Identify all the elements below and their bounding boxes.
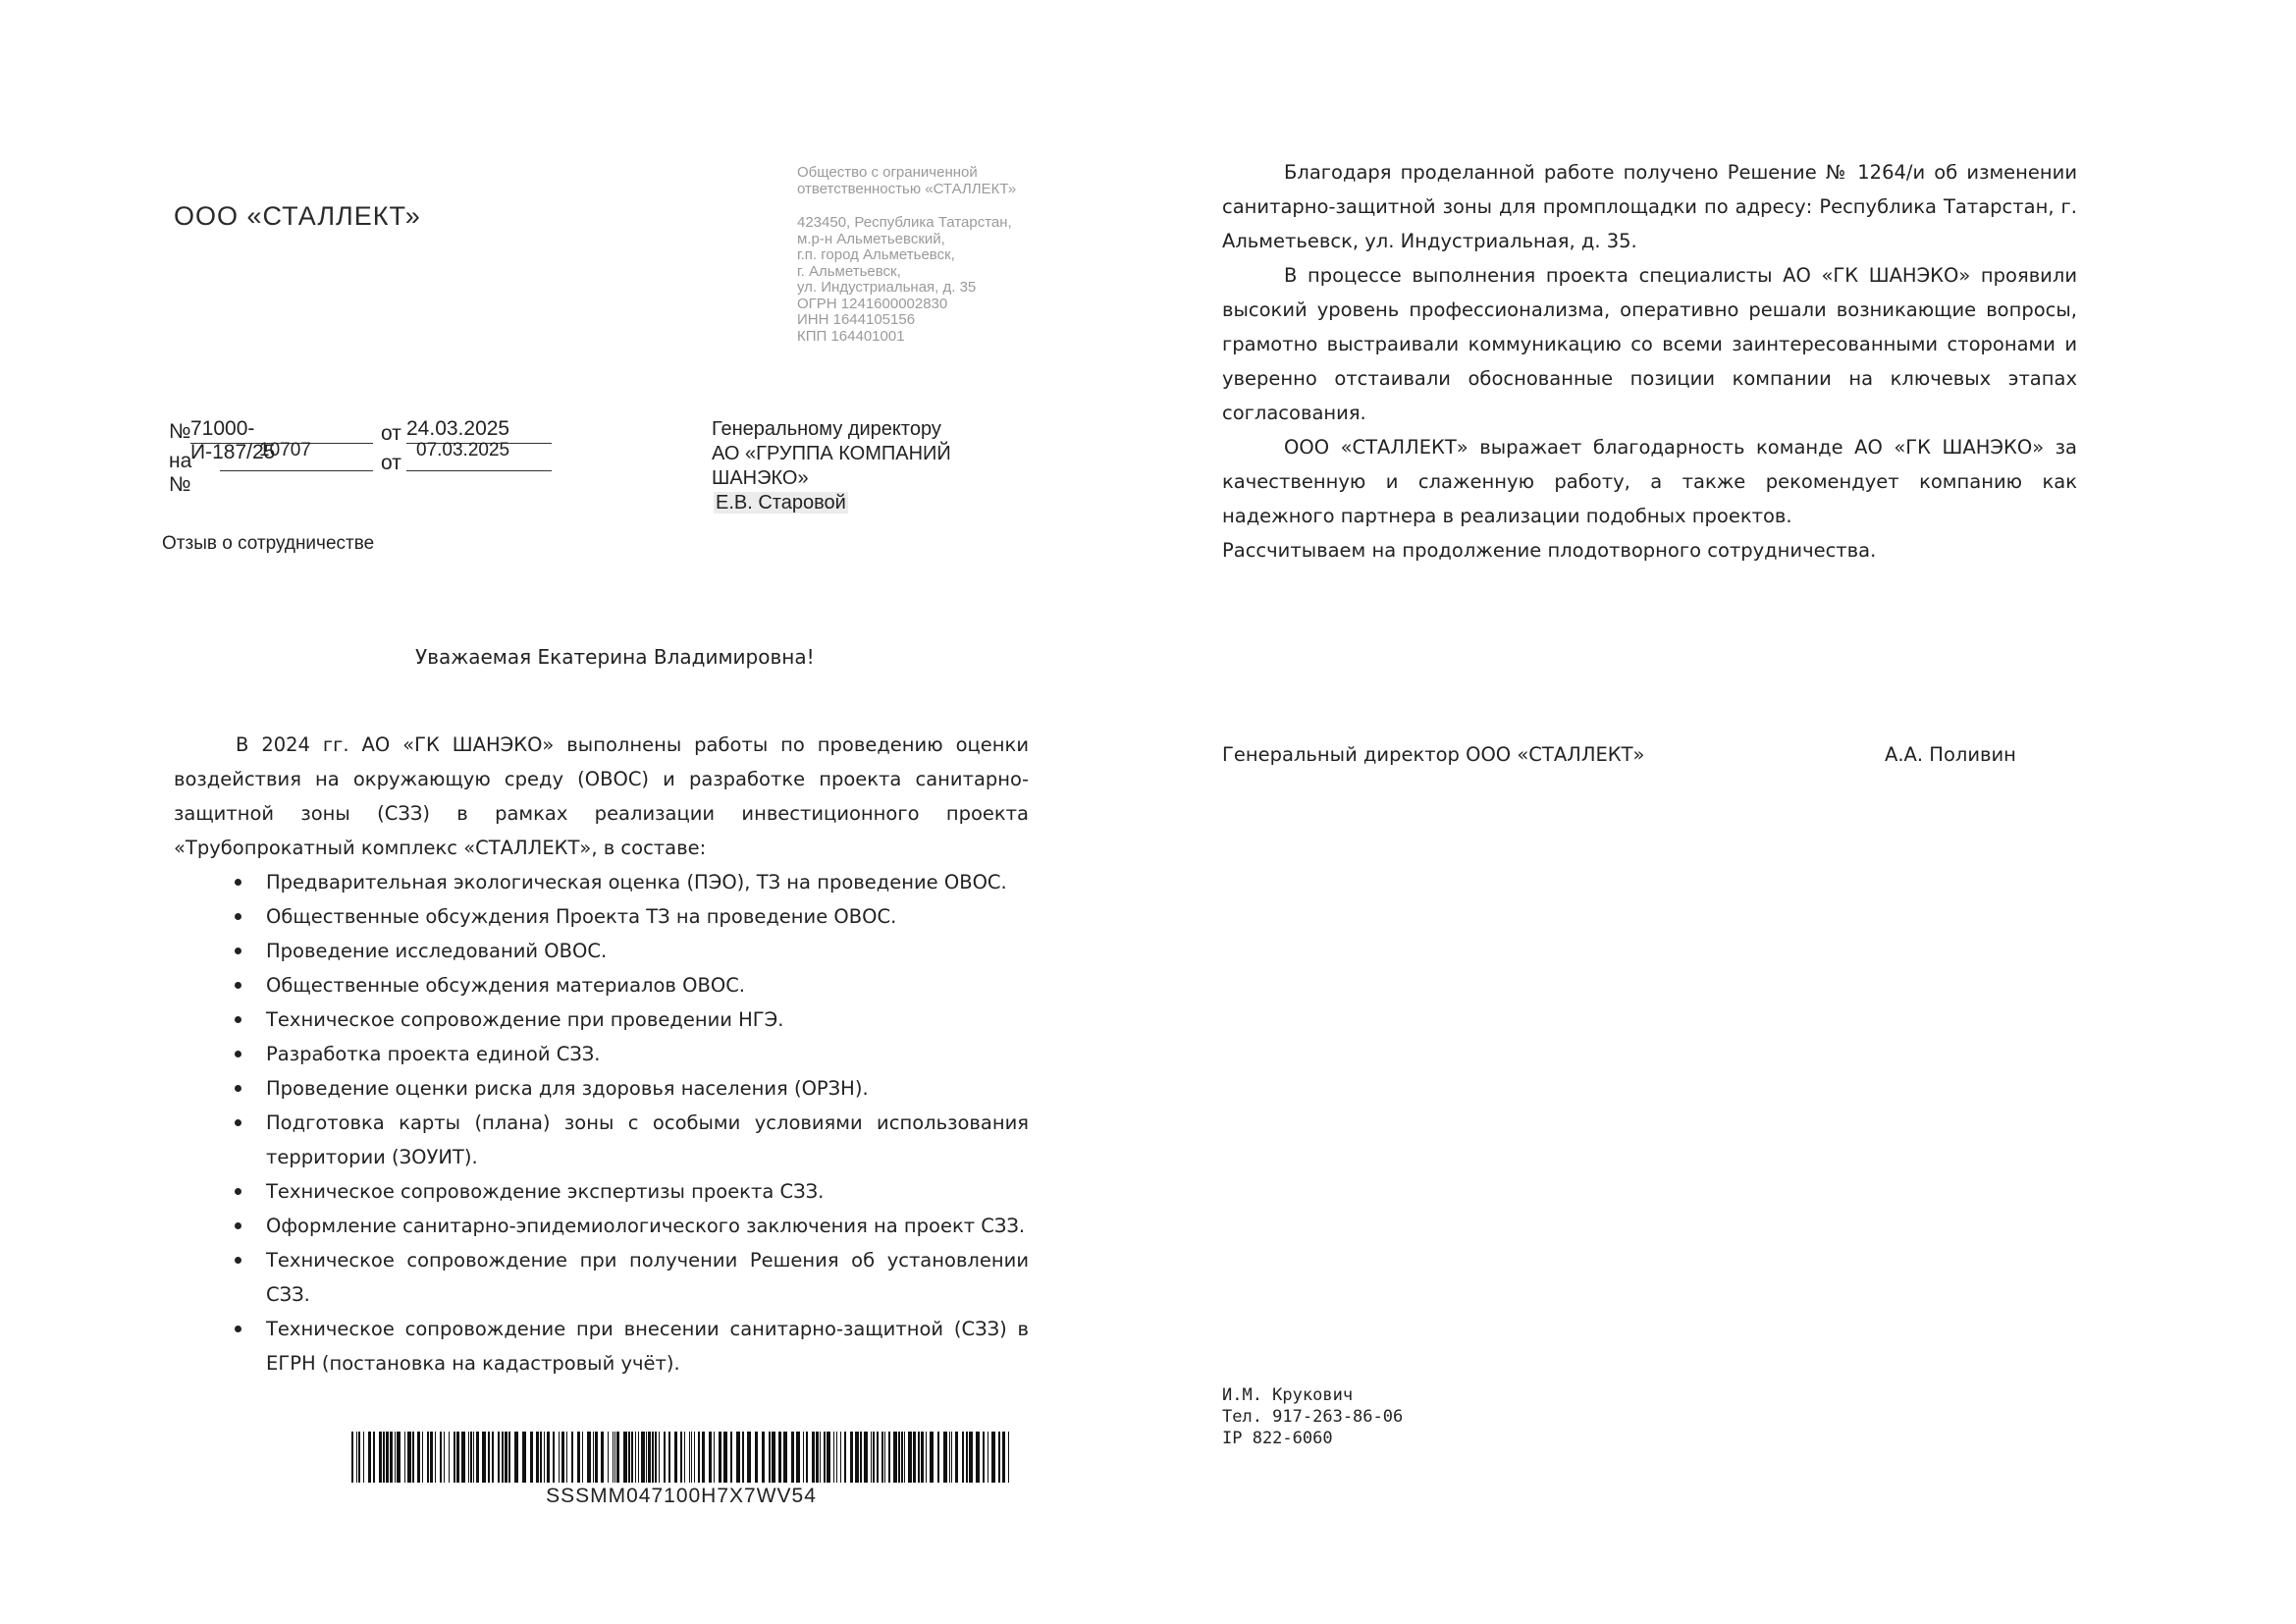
reference-date: 07.03.2025 bbox=[416, 440, 510, 460]
barcode-bar bbox=[833, 1432, 834, 1483]
barcode-bar bbox=[937, 1432, 939, 1483]
list-item: Техническое сопровождение экспертизы проекта СЗЗ. bbox=[174, 1174, 1029, 1209]
barcode-bar bbox=[719, 1432, 721, 1483]
barcode-bar bbox=[680, 1432, 682, 1483]
barcode-bar bbox=[646, 1432, 647, 1483]
barcode-bar bbox=[582, 1432, 583, 1483]
reference-date-underline bbox=[406, 470, 552, 471]
barcode-bar bbox=[608, 1432, 609, 1483]
barcode-bar bbox=[951, 1432, 952, 1483]
barcode-bar bbox=[508, 1432, 510, 1483]
barcode-bar bbox=[530, 1432, 533, 1483]
barcode-bar bbox=[553, 1432, 555, 1483]
barcode-bar bbox=[614, 1432, 615, 1483]
barcode-bar bbox=[1008, 1432, 1009, 1483]
barcode-bar bbox=[723, 1432, 727, 1483]
barcode-bar bbox=[913, 1432, 916, 1483]
letter-body-left bbox=[174, 728, 1029, 1380]
list-item: Подготовка карты (плана) зоны с особыми условиями использования территории (ЗОУИТ). bbox=[174, 1106, 1029, 1174]
barcode-bar bbox=[983, 1432, 985, 1483]
requisites-line: г. Альметьевск, bbox=[797, 262, 901, 280]
barcode-bar bbox=[544, 1432, 545, 1483]
list-item: Техническое сопровождение при внесении санитарно-защитной (СЗЗ) в ЕГРН (постановка на кадастровый учёт). bbox=[174, 1312, 1029, 1380]
barcode-bar bbox=[820, 1432, 821, 1483]
barcode-bar bbox=[476, 1432, 479, 1483]
barcode-bar bbox=[772, 1432, 775, 1483]
barcode-bar bbox=[395, 1432, 396, 1483]
barcode-bar bbox=[893, 1432, 897, 1483]
barcode-bar bbox=[628, 1432, 630, 1483]
reference-label: на № bbox=[169, 450, 192, 496]
barcode-bar bbox=[698, 1432, 700, 1483]
barcode-bar bbox=[505, 1432, 507, 1483]
barcode-bar bbox=[864, 1432, 868, 1483]
barcode-bar bbox=[456, 1432, 459, 1483]
barcode-bar bbox=[791, 1432, 794, 1483]
closing-paragraph: Рассчитываем на продолжение плодотворного сотрудничества. bbox=[1222, 539, 1877, 562]
barcode-bar bbox=[514, 1432, 518, 1483]
reference-underline bbox=[220, 470, 373, 471]
barcode-bar bbox=[559, 1432, 560, 1483]
barcode-bar bbox=[641, 1432, 645, 1483]
barcode-bar bbox=[901, 1432, 903, 1483]
barcode-bar bbox=[812, 1432, 815, 1483]
barcode-bar bbox=[427, 1432, 429, 1483]
barcode-bar bbox=[730, 1432, 732, 1483]
addressee-line: АО «ГРУППА КОМПАНИЙ bbox=[712, 443, 951, 464]
reference-date-label: от bbox=[381, 452, 401, 474]
barcode-bar bbox=[850, 1432, 853, 1483]
barcode-bar bbox=[379, 1432, 382, 1483]
executor-name: И.М. Крукович bbox=[1222, 1385, 1354, 1405]
list-item: Общественные обсуждения материалов ОВОС. bbox=[174, 968, 1029, 1002]
list-item: Общественные обсуждения Проекта ТЗ на проведение ОВОС. bbox=[174, 899, 1029, 934]
barcode-bar bbox=[769, 1432, 771, 1483]
barcode-bar bbox=[806, 1432, 808, 1483]
barcode-bar bbox=[492, 1432, 494, 1483]
barcode-bar bbox=[417, 1432, 420, 1483]
barcode-bar bbox=[966, 1432, 968, 1483]
barcode-bar bbox=[844, 1432, 846, 1483]
body-paragraph: В процессе выполнения проекта специалисты АО «ГК ШАНЭКО» проявили высокий уровень профессионализма, оперативно решали возникающие вопросы, грамотно выстраивали коммуникацию со всеми заинтересованными сторонами и уверенно отстаивали обоснованные позиции компании на ключевых этапах согласования. bbox=[1222, 264, 2077, 424]
barcode-bar bbox=[422, 1432, 423, 1483]
barcode-bar bbox=[871, 1432, 872, 1483]
barcode-bar bbox=[969, 1432, 973, 1483]
barcode-bar bbox=[943, 1432, 947, 1483]
barcode-bar bbox=[674, 1432, 677, 1483]
barcode-bar bbox=[962, 1432, 964, 1483]
barcode-bar bbox=[623, 1432, 627, 1483]
barcode-bar bbox=[358, 1432, 360, 1483]
addressee-block bbox=[712, 417, 1006, 515]
barcode-bar bbox=[566, 1432, 567, 1483]
barcode-bar bbox=[921, 1432, 924, 1483]
company-requisites bbox=[797, 165, 1082, 345]
outgoing-date: 24.03.2025 bbox=[406, 417, 510, 440]
barcode-bar bbox=[595, 1432, 598, 1483]
barcode-bar bbox=[689, 1432, 690, 1483]
company-name: ООО «СТАЛЛЕКТ» bbox=[174, 201, 421, 231]
barcode-bar bbox=[694, 1432, 695, 1483]
barcode-bar bbox=[390, 1432, 393, 1483]
outgoing-number: 71000-И-187/25 bbox=[190, 417, 276, 463]
requisites-line: ОГРН 1241600002830 bbox=[797, 295, 948, 312]
barcode-bar bbox=[631, 1432, 633, 1483]
requisites-line: КПП 164401001 bbox=[797, 327, 905, 345]
barcode-bar bbox=[351, 1432, 353, 1483]
addressee-line: Генеральному директору bbox=[712, 418, 941, 440]
requisites-line: ответственностью «СТАЛЛЕКТ» bbox=[797, 180, 1017, 197]
barcode-bar bbox=[873, 1432, 875, 1483]
barcode-bar bbox=[386, 1432, 389, 1483]
barcode-bar bbox=[473, 1432, 474, 1483]
requisites-line: 423450, Республика Татарстан, bbox=[797, 214, 1012, 231]
requisites-line: ул. Индустриальная, д. 35 bbox=[797, 279, 977, 296]
barcode-bar bbox=[468, 1432, 469, 1483]
requisites-line: г.п. город Альметьевск, bbox=[797, 246, 955, 263]
barcode-bar bbox=[668, 1432, 670, 1483]
barcode-bar bbox=[498, 1432, 500, 1483]
barcode-bar bbox=[587, 1432, 591, 1483]
letter-body-right bbox=[1222, 155, 2077, 568]
barcode-bar bbox=[702, 1432, 705, 1483]
barcode-bar bbox=[412, 1432, 414, 1483]
barcode-bar bbox=[659, 1432, 660, 1483]
list-item: Предварительная экологическая оценка (ПЭО), ТЗ на проведение ОВОС. bbox=[174, 865, 1029, 899]
signature-row bbox=[1222, 743, 2077, 766]
barcode-bar bbox=[803, 1432, 804, 1483]
barcode-bar bbox=[461, 1432, 465, 1483]
barcode-bar bbox=[742, 1432, 744, 1483]
barcode-bar bbox=[593, 1432, 594, 1483]
barcode-bar bbox=[976, 1432, 980, 1483]
requisites-line: Общество с ограниченной bbox=[797, 164, 978, 181]
barcode-bar bbox=[908, 1432, 912, 1483]
list-item: Проведение исследований ОВОС. bbox=[174, 934, 1029, 968]
addressee-line: ШАНЭКО» bbox=[712, 467, 809, 489]
requisites-line: м.р-н Альметьевский, bbox=[797, 230, 945, 247]
barcode-bar bbox=[356, 1432, 357, 1483]
barcode-bar bbox=[816, 1432, 819, 1483]
number-label: № bbox=[169, 420, 191, 443]
barcode-bar bbox=[655, 1432, 657, 1483]
barcode-bar bbox=[955, 1432, 958, 1483]
barcode-bar bbox=[397, 1432, 400, 1483]
barcode-bar bbox=[714, 1432, 715, 1483]
barcode-bar bbox=[898, 1432, 900, 1483]
barcode-bar bbox=[778, 1432, 781, 1483]
barcode-bar bbox=[904, 1432, 905, 1483]
barcode-bar bbox=[488, 1432, 490, 1483]
barcode-bar bbox=[747, 1432, 751, 1483]
barcode-bar bbox=[836, 1432, 837, 1483]
barcode-bar bbox=[762, 1432, 765, 1483]
barcode bbox=[351, 1432, 1011, 1483]
barcode-bar bbox=[840, 1432, 841, 1483]
salutation: Уважаемая Екатерина Владимировна! bbox=[415, 645, 815, 669]
barcode-bar bbox=[404, 1432, 405, 1483]
barcode-bar bbox=[652, 1432, 654, 1483]
barcode-bar bbox=[454, 1432, 455, 1483]
barcode-bar bbox=[373, 1432, 375, 1483]
body-paragraph: ООО «СТАЛЛЕКТ» выражает благодарность команде АО «ГК ШАНЭКО» за качественную и слаженную работу, а также рекомендует компанию как надежного партнера в реализации подобных проектов. bbox=[1222, 436, 2077, 527]
barcode-bar bbox=[430, 1432, 433, 1483]
reference-number: 10707 bbox=[259, 440, 311, 460]
barcode-bar bbox=[444, 1432, 445, 1483]
barcode-bar bbox=[363, 1432, 364, 1483]
barcode-bar bbox=[949, 1432, 950, 1483]
signatory-position: Генеральный директор ООО «СТАЛЛЕКТ» bbox=[1222, 743, 1645, 766]
barcode-bar bbox=[664, 1432, 666, 1483]
barcode-bar bbox=[881, 1432, 883, 1483]
barcode-bar bbox=[502, 1432, 504, 1483]
date-label: от bbox=[381, 422, 401, 445]
executor-phone: Тел. 917-263-86-06 bbox=[1222, 1407, 1404, 1427]
barcode-bar bbox=[926, 1432, 927, 1483]
barcode-bar bbox=[709, 1432, 712, 1483]
barcode-bar bbox=[991, 1432, 995, 1483]
barcode-bar bbox=[736, 1432, 740, 1483]
barcode-text: SSSMM047100H7X7WV54 bbox=[546, 1485, 817, 1507]
barcode-bar bbox=[449, 1432, 450, 1483]
intro-paragraph: В 2024 гг. АО «ГК ШАНЭКО» выполнены работы по проведению оценки воздействия на окружающую среду (ОВОС) и разработке проекта санитарно-защитной зоны (СЗЗ) в рамках реализации инвестиционного проекта «Трубопрокатный комплекс «СТАЛЛЕКТ», в составе: bbox=[174, 733, 1029, 859]
list-item: Разработка проекта единой СЗЗ. bbox=[174, 1037, 1029, 1071]
signatory-name: А.А. Поливин bbox=[1885, 743, 2016, 766]
barcode-bar bbox=[918, 1432, 920, 1483]
barcode-bar bbox=[877, 1432, 879, 1483]
barcode-bar bbox=[855, 1432, 859, 1483]
letter-subject: Отзыв о сотрудничестве bbox=[162, 533, 375, 554]
barcode-bar bbox=[470, 1432, 472, 1483]
barcode-bar bbox=[547, 1432, 550, 1483]
requisites-line: ИНН 1644105156 bbox=[797, 311, 916, 328]
barcode-bar bbox=[616, 1432, 619, 1483]
barcode-bar bbox=[684, 1432, 685, 1483]
barcode-bar bbox=[691, 1432, 692, 1483]
body-paragraph: Благодаря проделанной работе получено Решение № 1264/и об изменении санитарно-защитной зоны для промплощадки по адресу: Республика Татарстан, г. Альметьевск, ул. Индустриальная, д. 35. bbox=[1222, 161, 2077, 252]
addressee-name: Е.В. Старовой bbox=[716, 492, 846, 514]
list-item: Оформление санитарно-эпидемиологического заключения на проект СЗЗ. bbox=[174, 1209, 1029, 1243]
barcode-bar bbox=[383, 1432, 385, 1483]
barcode-bar bbox=[407, 1432, 411, 1483]
list-item: Техническое сопровождение при проведении НГЭ. bbox=[174, 1002, 1029, 1037]
barcode-bar bbox=[601, 1432, 604, 1483]
barcode-bar bbox=[998, 1432, 1000, 1483]
barcode-bar bbox=[577, 1432, 580, 1483]
barcode-bar bbox=[1002, 1432, 1005, 1483]
barcode-bar bbox=[638, 1432, 639, 1483]
barcode-bar bbox=[827, 1432, 830, 1483]
executor-block bbox=[1222, 1384, 1403, 1449]
barcode-bar bbox=[888, 1432, 890, 1483]
barcode-bar bbox=[536, 1432, 539, 1483]
barcode-bar bbox=[635, 1432, 636, 1483]
barcode-bar bbox=[368, 1432, 371, 1483]
barcode-bar bbox=[860, 1432, 862, 1483]
barcode-bar bbox=[482, 1432, 486, 1483]
barcode-bar bbox=[440, 1432, 442, 1483]
barcode-bar bbox=[783, 1432, 787, 1483]
barcode-bar bbox=[613, 1432, 614, 1483]
barcode-bar bbox=[796, 1432, 800, 1483]
list-item: Проведение оценки риска для здоровья населения (ОРЗН). bbox=[174, 1071, 1029, 1106]
barcode-bar bbox=[755, 1432, 758, 1483]
barcode-bar bbox=[435, 1432, 436, 1483]
barcode-bar bbox=[930, 1432, 934, 1483]
barcode-bar bbox=[884, 1432, 885, 1483]
executor-ip: IP 822-6060 bbox=[1222, 1429, 1333, 1448]
list-item: Техническое сопровождение при получении Решения об установлении СЗЗ. bbox=[174, 1243, 1029, 1312]
barcode-bar bbox=[824, 1432, 826, 1483]
barcode-bar bbox=[648, 1432, 651, 1483]
barcode-bar bbox=[571, 1432, 573, 1483]
works-list bbox=[174, 865, 1029, 1380]
barcode-bar bbox=[540, 1432, 542, 1483]
barcode-bar bbox=[561, 1432, 564, 1483]
barcode-bar bbox=[522, 1432, 526, 1483]
